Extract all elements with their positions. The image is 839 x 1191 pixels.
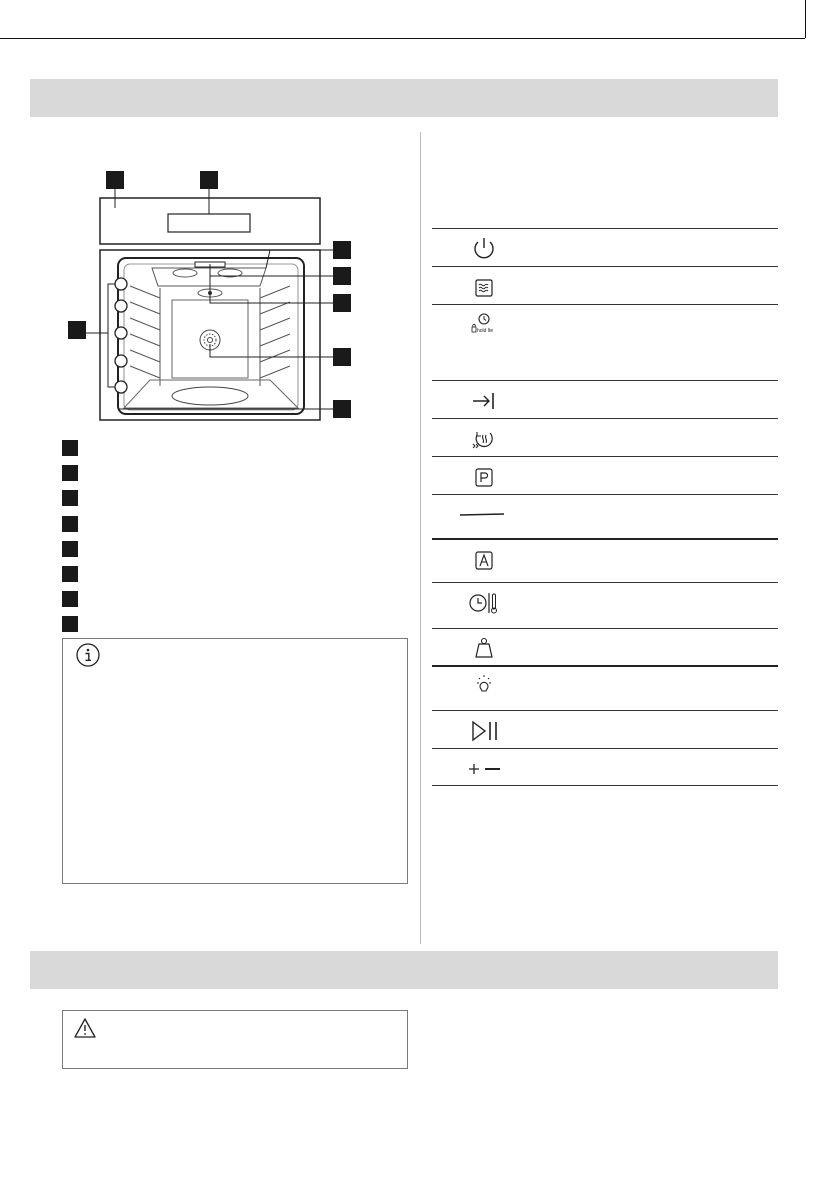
section-header-bar xyxy=(30,79,778,117)
power-icon xyxy=(464,235,504,263)
lamp-icon xyxy=(464,673,504,701)
plus-minus-icon xyxy=(464,755,504,783)
callout-marker xyxy=(333,400,351,418)
control-row-clock-temperature xyxy=(432,582,778,628)
control-row-heating-function xyxy=(432,266,778,304)
clock-temperature-icon xyxy=(464,589,504,617)
control-row-assisted-cooking xyxy=(432,538,778,582)
info-note-box xyxy=(62,638,408,884)
legend-marker xyxy=(62,516,78,532)
legend-marker xyxy=(62,591,78,607)
crop-mark xyxy=(805,0,806,38)
callout-marker xyxy=(68,321,86,339)
callout-marker xyxy=(333,241,351,259)
program-p-icon xyxy=(464,463,504,491)
legend-marker xyxy=(62,490,78,506)
info-icon xyxy=(75,642,101,668)
callout-marker xyxy=(333,267,351,285)
column-divider xyxy=(420,132,421,944)
control-panel-table xyxy=(432,228,778,786)
arrow-to-bar-icon xyxy=(464,387,504,415)
oven-illustration xyxy=(60,168,360,430)
control-row-timer-hold xyxy=(432,304,778,380)
display-line-icon xyxy=(464,501,504,529)
crop-mark xyxy=(0,38,805,39)
assisted-cooking-a-icon xyxy=(464,546,504,574)
control-row-power xyxy=(432,228,778,266)
callout-marker xyxy=(333,294,351,312)
legend-marker xyxy=(62,616,78,632)
control-row-program xyxy=(432,456,778,494)
control-row-start-pause xyxy=(432,710,778,748)
control-row-arrow-to-bar xyxy=(432,380,778,418)
callout-marker xyxy=(333,348,351,366)
legend-marker xyxy=(62,541,78,557)
weight-icon xyxy=(464,635,504,663)
callout-marker xyxy=(200,171,218,189)
control-row-plus-minus xyxy=(432,748,778,786)
control-row-lamp xyxy=(432,665,778,710)
warning-note-box xyxy=(62,1010,408,1069)
section-header-bar xyxy=(30,951,778,989)
heating-function-icon xyxy=(464,273,504,301)
legend-marker xyxy=(62,566,78,582)
control-row-display-line xyxy=(432,494,778,538)
start-pause-icon xyxy=(464,717,504,745)
warning-triangle-icon xyxy=(73,1017,97,1039)
legend-marker xyxy=(62,465,78,481)
callout-marker xyxy=(106,171,124,189)
hold-label: hold lte xyxy=(477,328,494,334)
control-row-fast-heat-up xyxy=(432,418,778,456)
fast-heat-up-icon xyxy=(464,425,504,453)
timer-hold-icon xyxy=(464,311,504,339)
legend-marker xyxy=(62,440,78,456)
control-row-weight xyxy=(432,628,778,665)
oven-diagram xyxy=(60,168,360,430)
